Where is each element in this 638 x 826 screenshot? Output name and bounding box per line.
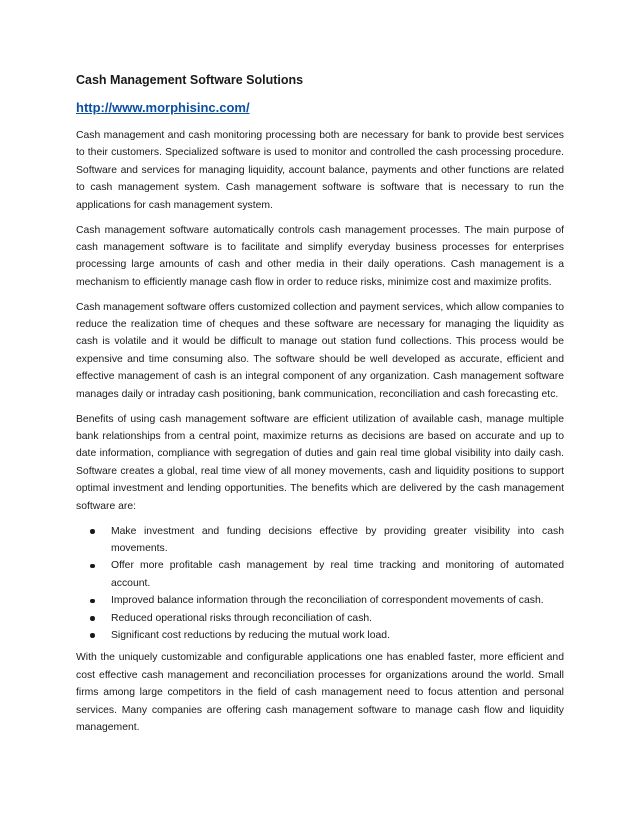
- list-item-text: Significant cost reductions by reducing the mutual work load.: [111, 629, 390, 641]
- bullet-icon: [90, 599, 95, 604]
- list-item-text: Make investment and funding decisions effective by providing greater visibility into cash movements.: [111, 525, 564, 554]
- paragraph-4: Benefits of using cash management software are efficient utilization of available cash, manage multiple bank relationships from a central point, maximize returns as decisions are based on accurate and up to date information, compliance with segregation of duties and gain real time global visibility into daily cash. Software creates a global, real time view of all money movements, cash and liquidity positions to support optimal investment and lending opportunities. The benefits which are delivered by the cash management software are:: [76, 413, 564, 512]
- list-item: [76, 610, 564, 627]
- list-item-text: Improved balance information through the reconciliation of correspondent movements of cash.: [111, 595, 544, 607]
- list-item: [76, 592, 564, 609]
- bullet-icon: [90, 529, 95, 534]
- paragraph-2: Cash management software automatically controls cash management processes. The main purpose of cash management software is to facilitate and simplify everyday business processes for enterprises processing large amounts of cash and other media in their daily operations. Cash management is a mechanism to efficiently manage cash flow in order to reduce risks, minimize cost and maximize profits.: [76, 224, 564, 288]
- document-title: Cash Management Software Solutions: [76, 73, 304, 87]
- paragraph-1: Cash management and cash monitoring processing both are necessary for bank to provide best services to their customers. Specialized software is used to monitor and controlled the cash processing procedure. Software and services for managing liquidity, account balance, payments and other functions are related to cash management system. Cash management software is software that is necessary to run the applications for cash management system.: [76, 130, 564, 211]
- list-item: [76, 627, 564, 644]
- website-link[interactable]: http://www.morphisinc.com/: [76, 100, 250, 115]
- list-item: [76, 557, 564, 592]
- document-page: [76, 72, 564, 744]
- list-item-text: Reduced operational risks through reconciliation of cash.: [111, 612, 373, 624]
- bullet-icon: [90, 633, 95, 638]
- benefits-list: [76, 523, 564, 645]
- paragraph-3: Cash management software offers customized collection and payment services, which allow companies to reduce the realization time of cheques and these software are necessary for managing the liquidity as cash is volatile and it would be difficult to manage out station fund collections. This process would be expensive and time consuming also. The software should be well developed as accurate, efficient and effective management of cash is an integral component of any organization. Cash management software manages daily or intraday cash positioning, bank communication, reconciliation and cash forecasting etc.: [76, 301, 564, 400]
- list-item: [76, 523, 564, 558]
- bullet-icon: [90, 564, 95, 569]
- list-item-text: Offer more profitable cash management by real time tracking and monitoring of automated account.: [111, 560, 564, 589]
- closing-paragraph: With the uniquely customizable and configurable applications one has enabled faster, more efficient and cost effective cash management and reconciliation processes for organizations around the world. Small firms among large competitors in the field of cash management need to focus attention and personal services. Many companies are offering cash management software to manage cash flow and liquidity management.: [76, 652, 564, 733]
- bullet-icon: [90, 616, 95, 621]
